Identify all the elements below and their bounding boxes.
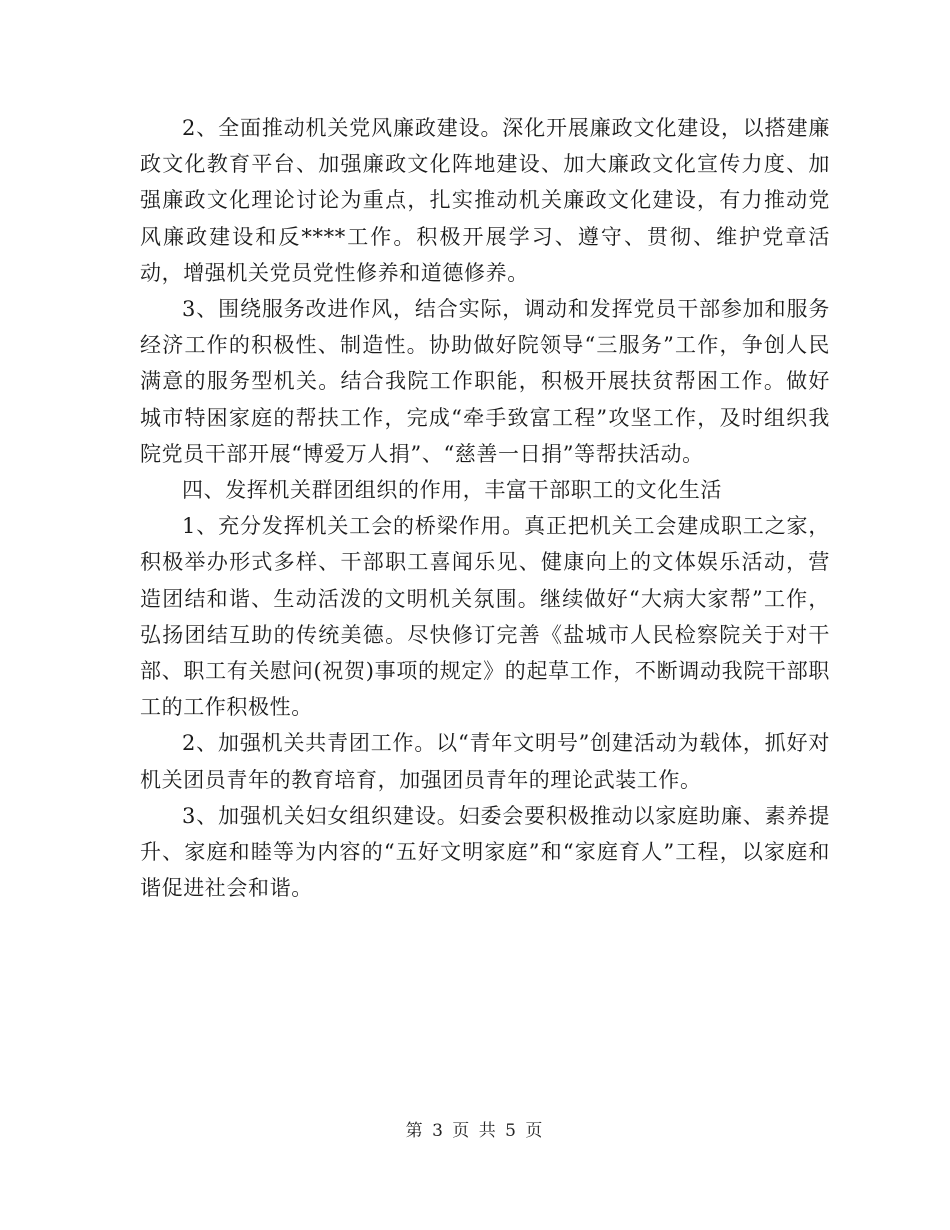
paragraph-trade-union: 1、充分发挥机关工会的桥梁作用。真正把机关工会建成职工之家，积极举办形式多样、干部职工喜闻乐见、健康向上的文体娱乐活动，营造团结和谐、生动活泼的文明机关氛围。继续做好“大病大家帮”工作，弘扬团结互助的传统美德。尽快修订完善《盐城市人民检察院关于对干部、职工有关慰问(祝贺)事项的规定》的起草工作，不断调动我院干部职工的工作积极性。 [140,514,830,720]
paragraph-party-integrity: 2、全面推动机关党风廉政建设。深化开展廉政文化建设，以搭建廉政文化教育平台、加强廉政文化阵地建设、加大廉政文化宣传力度、加强廉政文化理论讨论为重点，扎实推动机关廉政文化建设，有力推动党风廉政建设和反****工作。积极开展学习、遵守、贯彻、维护党章活动，增强机关党员党性修养和道德修养。 [140,116,830,285]
section-heading-mass-organizations: 四、发挥机关群团组织的作用，丰富干部职工的文化生活 [182,478,722,503]
document-body [140,110,830,906]
paragraph-service-style: 3、围绕服务改进作风，结合实际，调动和发挥党员干部参加和服务经济工作的积极性、制造性。协助做好院领导“三服务”工作，争创人民满意的服务型机关。结合我院工作职能，积极开展扶贫帮困工作。做好城市特困家庭的帮扶工作，完成“牵手致富工程”攻坚工作，及时组织我院党员干部开展“博爱万人捐”、“慈善一日捐”等帮扶活动。 [140,297,830,466]
paragraph-women-organization: 3、加强机关妇女组织建设。妇委会要积极推动以家庭助廉、素养提升、家庭和睦等为内容的“五好文明家庭”和“家庭育人”工程，以家庭和谐促进社会和谐。 [140,803,830,901]
page-number-footer: 第 3 页 共 5 页 [405,1121,545,1141]
paragraph-youth-league: 2、加强机关共青团工作。以“青年文明号”创建活动为载体，抓好对机关团员青年的教育培育，加强团员青年的理论武装工作。 [140,731,830,792]
